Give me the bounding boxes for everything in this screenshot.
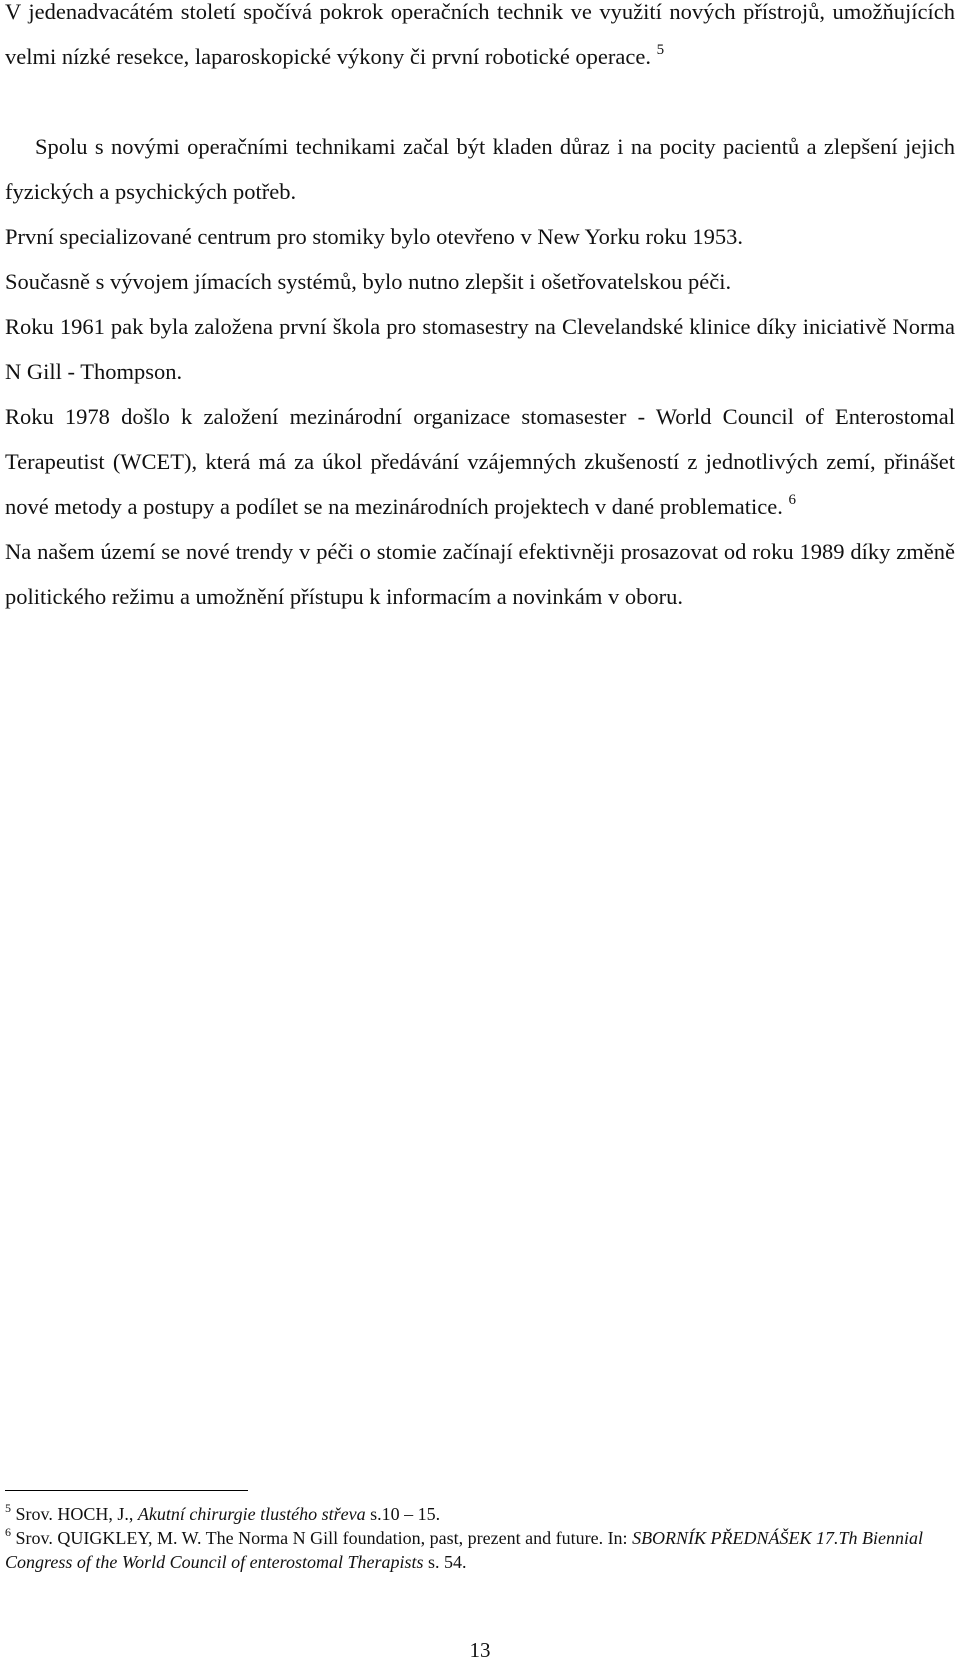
footnote-6-number: 6 — [5, 1525, 11, 1539]
paragraph-2d-text: Roku 1961 pak byla založena první škola pro stomasestry na Clevelandské klinice díky iniciativě Norma N Gill - Thompson. — [5, 314, 955, 384]
paragraph-3-text: Roku 1978 došlo k založení mezinárodní organizace stomasester - World Council of Enterostomal Terapeutist (WCET), která má za úkol předávání vzájemných zkušeností z jednotlivých zemí, přinášet nové metody a postupy a podílet se na mezinárodních projektech v dané problematice. — [5, 404, 955, 519]
footnote-separator — [5, 1490, 248, 1491]
body-text — [5, 0, 955, 619]
paragraph-1-text: V jedenadvacátém století spočívá pokrok operačních technik ve využití nových přístrojů, umožňujících velmi nízké resekce, laparoskopické výkony či první robotické operace. — [5, 0, 955, 69]
footnote-6 — [5, 1526, 955, 1574]
paragraph-2b-text: První specializované centrum pro stomiky bylo otevřeno v New Yorku roku 1953. — [5, 224, 744, 249]
footnote-6-title: SBORNÍK PŘEDNÁŠEK 17.Th Biennial Congress of the World Council of enterostomal Therapists — [5, 1528, 924, 1572]
paragraph-2c — [5, 259, 955, 304]
paragraph-2c-text: Současně s vývojem jímacích systémů, bylo nutno zlepšit i ošetřovatelskou péči. — [5, 269, 732, 294]
paragraph-4-text: Na našem území se nové trendy v péči o stomie začínají efektivněji prosazovat od roku 1989 díky změně politického režimu a umožnění přístupu k informacím a novinkám v oboru. — [5, 539, 955, 609]
paragraph-3 — [5, 394, 955, 529]
footnote-6-text-before: Srov. QUIGKLEY, M. W. The Norma N Gill foundation, past, prezent and future. In: — [15, 1528, 633, 1548]
paragraph-2a-text: Spolu s novými operačními technikami začal být kladen důraz i na pocity pacientů a zlepšení jejich fyzických a psychických potřeb. — [5, 134, 955, 204]
page-number: 13 — [469, 1638, 491, 1662]
footnote-6-text-after: s. 54. — [423, 1552, 467, 1572]
footnote-5-title: Akutní chirurgie tlustého střeva — [137, 1504, 366, 1524]
paragraph-2b — [5, 214, 955, 259]
paragraph-2d — [5, 304, 955, 394]
paragraph-4 — [5, 529, 955, 619]
footnote-ref-6: 6 — [788, 491, 796, 508]
footnote-5 — [5, 1502, 955, 1526]
paragraph-1 — [5, 0, 955, 79]
paragraph-2a — [5, 124, 955, 214]
footnote-5-text-after: s.10 – 15. — [365, 1504, 441, 1524]
footnote-ref-5: 5 — [656, 41, 665, 58]
footnote-5-number: 5 — [5, 1501, 11, 1515]
footnotes — [5, 1502, 955, 1574]
footnote-5-text-before: Srov. HOCH, J., — [15, 1504, 138, 1524]
